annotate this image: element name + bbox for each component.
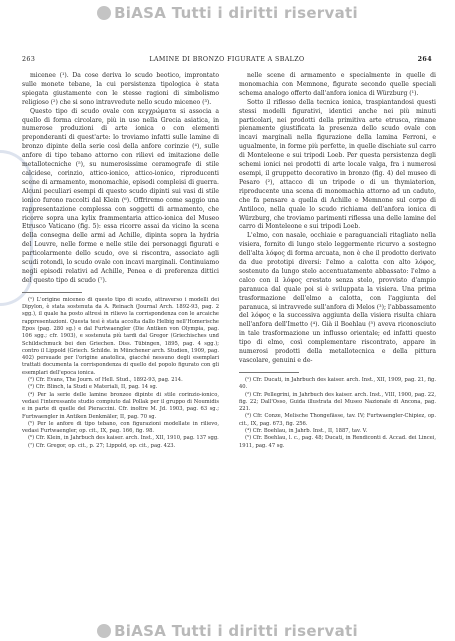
footnote: (³) Cfr. Conze, Melische Thongefässe, tav. IV; Furtwaengler-Chipiez, op. cit., IX, pag. 673, fig. 256.	[239, 413, 436, 427]
biasa-logo-icon	[97, 624, 111, 638]
paragraph: micenee (¹). Da cose deriva lo scudo beotico, improntato sulle monete tebane, la cui persistenza tipologica è stata spiegata giustamente con le stesse ragioni di simbolismo religioso (²) che si sono intravvedute nello scudo miceneo (³).	[22, 72, 219, 106]
right-footnotes	[239, 377, 436, 450]
footnote: (⁶) Cfr. Klein, in Jahrbuch des kaiser. arch. Inst., XII, 1910, pag. 137 sgg.	[28, 435, 219, 442]
right-body	[239, 72, 436, 366]
biasa-logo-icon	[97, 6, 111, 20]
left-body	[22, 72, 219, 286]
right-column	[239, 72, 436, 450]
running-title: LAMINE DI BRONZO FIGURATE A SBALZO	[149, 56, 305, 63]
footnote: (³) Cfr. Blinch, la Studi e Materiali, II, pag. 14 sg.	[28, 384, 158, 391]
footnote: (²) Cfr. Evans, The Journ. of Hell. Stud., 1892-93, pag. 214.	[28, 377, 183, 384]
footnote-divider	[239, 372, 299, 373]
watermark-text: BiASA Tutti i diritti riservati	[114, 622, 358, 640]
watermark-top	[0, 4, 455, 22]
footnote: (⁴) Per la serie delle lamine bronzee dipinte di stile corinzio-ionico, vedasi l'interessante studio compiuto dal Pollak per il gruppo di Noumidis e in parte di quelle del Pieraccini. Cfr. inoltre M. Jd. 1903, pag. 63 sg.; Furtwaengler in Antiken Denkmäler, II, pag. 70 sg.	[22, 391, 219, 420]
left-footnotes	[22, 297, 219, 450]
footnote: (¹) Cfr. Ducati, in Jahrbuch des kaiser. arch. Inst., XII, 1909, pag. 21, fig. 40.	[239, 376, 436, 391]
paragraph: nelle scene di armamento e specialmente in quelle di monomachia con Memnone, figurate secondo quelle speciali schema analogo offerto dall'anfora ionica di Würzburg (¹).	[239, 72, 436, 97]
paragraph: Questo tipo di scudo ovale con κεγχρώματα si associa a quello di forma circolare, più in uso nella Grecia asiatica, in numerose produzioni di arte ionica o con elementi preponderanti di quest'arte: lo troviamo infatti sulle lamine di bronzo dipinte della serie così della anfore corinzie (⁴), sulle anfore di tipo tebano attorno con rilievi ed imitazione delle metallotecniche (⁵), su numerosissime ceramografe di stile calcidese, corinzio, attico-ionico, attico-ionico, riproducenti scene di armamento, monomachie, episodi compleisi di guerra. Alcuni peculiari esempi di questo scudo dipinti sui vasi di stile ionico furono raccolti dal Klein (⁶). Offriremo come saggio una rappresentazione complessa con soggetti di armamento, che ricorre sopra una kylix frammentaria attico-ionica del Museo Etrusco Vaticano (fig. 5): essa ricorre assai da vicino la scena della consegna delle armi ad Achille, dipinta sopra la hydria del Louvre, nelle forme e nelle stile dei personaggi figurati e particolarmente dello scudo, ove si riscontra, associato agli scudi rotondi, lo scudo ovale con incavi marginali. Continuiamo negli episodi relativi ad Achille, Penea e di preferenza dittici del questo tipo di scudo (⁷).	[22, 107, 219, 284]
footnote: (⁵) Cfr. Boehlau, l. c., pag. 48; Ducati, in Rendiconti d. Accad. dei Lincei, 1911, pag. 47 sg.	[239, 435, 436, 449]
footnote: (⁷) Cfr. Gregor, op. cit., p. 27; Lippold, op. cit., pag. 423.	[28, 442, 176, 449]
paragraph: L'elmo, con nasale, occhiaie e paraguanciali ritagliato nella visiera, fornito di lungo stelo leggermente ricurvo a sostegno dell'alta λόφος di forma arcuata, non è che il prodotto derivato da due prototipi diversi: l'elmo a calotta con alto λόφος, sostenuto da lungo stelo accentuatamente abbassato: l'elmo a calco con il λόφος crestato senza stelo, provvisto d'ampio paranuca dal quale poi si è sviluppata la visiera. Una prima trasformazione dell'elmo a calotta, con l'aggiunta del paranuca, si intravvede sull'anfora di Melos (³); l'abbassamento del λόφος e la successiva aggiunta della visiera risulta chiara nell'anfora dell'Imetto (⁴). Già il Boehlau (⁵) aveva riconosciuto in tale trasformazione un influsso orientale; ed infatti questo tipo di elmo, così complementare riscontrato, appare in numerosi prodotti della metallotecnica e della pittura vascolare, genuini e de-	[239, 232, 436, 364]
watermark-bottom	[0, 622, 455, 640]
footnote-divider	[22, 292, 82, 293]
page-number-right: 264	[417, 56, 432, 63]
paragraph: Sotto il riflesso della tecnica ionica, traspiantandosi questi stessi modelli figurativi, identici anche nei più minuti particolari, nei prodotti della primitiva arte etrusca, rimane pienamente giustificata la presenza dello scudo ovale con incavi marginali nella figurazione della lamina Ferroni, e ugualmente, in forme più perfette, in quelle dischiate sul carro di Monteleone e sui tripodi Loeb. Per questa persistenza degli schemi ionici nei prodotti di arte locale valga, fra i numerosi esempi, il gruppetto decorativo in bronzo (fig. 4) del museo di Pesaro (²), attacco di un tripode o di un thymiaterion, riproducente una scena di monomachia attorno ad un caduto, che fa pensare a quella di Achille e Memnone sul corpo di Antiloco, nella quale lo scudo richiama dell'anfora ionica di Würzburg, che troviamo parimenti riflessa una delle lamine del carro di Monteleone e sui tripodi Loeb.	[239, 98, 436, 231]
footnote: (⁵) Per le anfore di tipo tebano, con figurazioni modellate in rilievo, vedasi Furtwaengler, op. cit., IX, pag. 166, fig. 98.	[22, 420, 219, 435]
left-column	[22, 72, 219, 450]
page-number-left: 263	[22, 56, 36, 63]
watermark-text: BiASA Tutti i diritti riservati	[114, 4, 358, 22]
footnote: (⁴) Cfr. Boehlau, in Jahrb. Inst., II, 1887, tav. V.	[245, 427, 368, 434]
footnote: (¹) L'origine miceneo di questo tipo di scudo, attraverso i modelli dei Dipylon, è stata sostenuta da A. Reinach (Journal Arch. 1892-93, pag. 2 sgg.), il quale ha posto altresì in rilievo la corrispondenza con le arcaiche rappresentazioni. Questa tesi è stata accolta dallo Helbig nell'Homerische Epos (pag. 280 sg.) e dal Furtwaengler (Die Antiken von Olympia, pag. 106 sgg.; cfr. 1903), e sostenuta più tardi dal Gregor (Griechisches und Schildschmuck bei den Griechen. Diss. Tübingen, 1895, pag. 4 sgg.); contro il Lippold (Griech. Schilde. in Münchener arch. Studien, 1909, pag. 402) persuade per l'origine anatolica, giacché nessuno degli esemplari trattati documenta la corrispondenza di quello del popolo figurato con gli esemplari dell'epoca ionica.	[22, 296, 219, 376]
footnote: (²) Cfr. Pellegrini, in Jahrbuch des kaiser. arch. Inst., VIII, 1900, pag. 22, fig. 22; Dall'Osso, Guida illustrata del Museo Nazionale di Ancona, pag. 221.	[239, 391, 436, 413]
running-header	[22, 56, 432, 66]
